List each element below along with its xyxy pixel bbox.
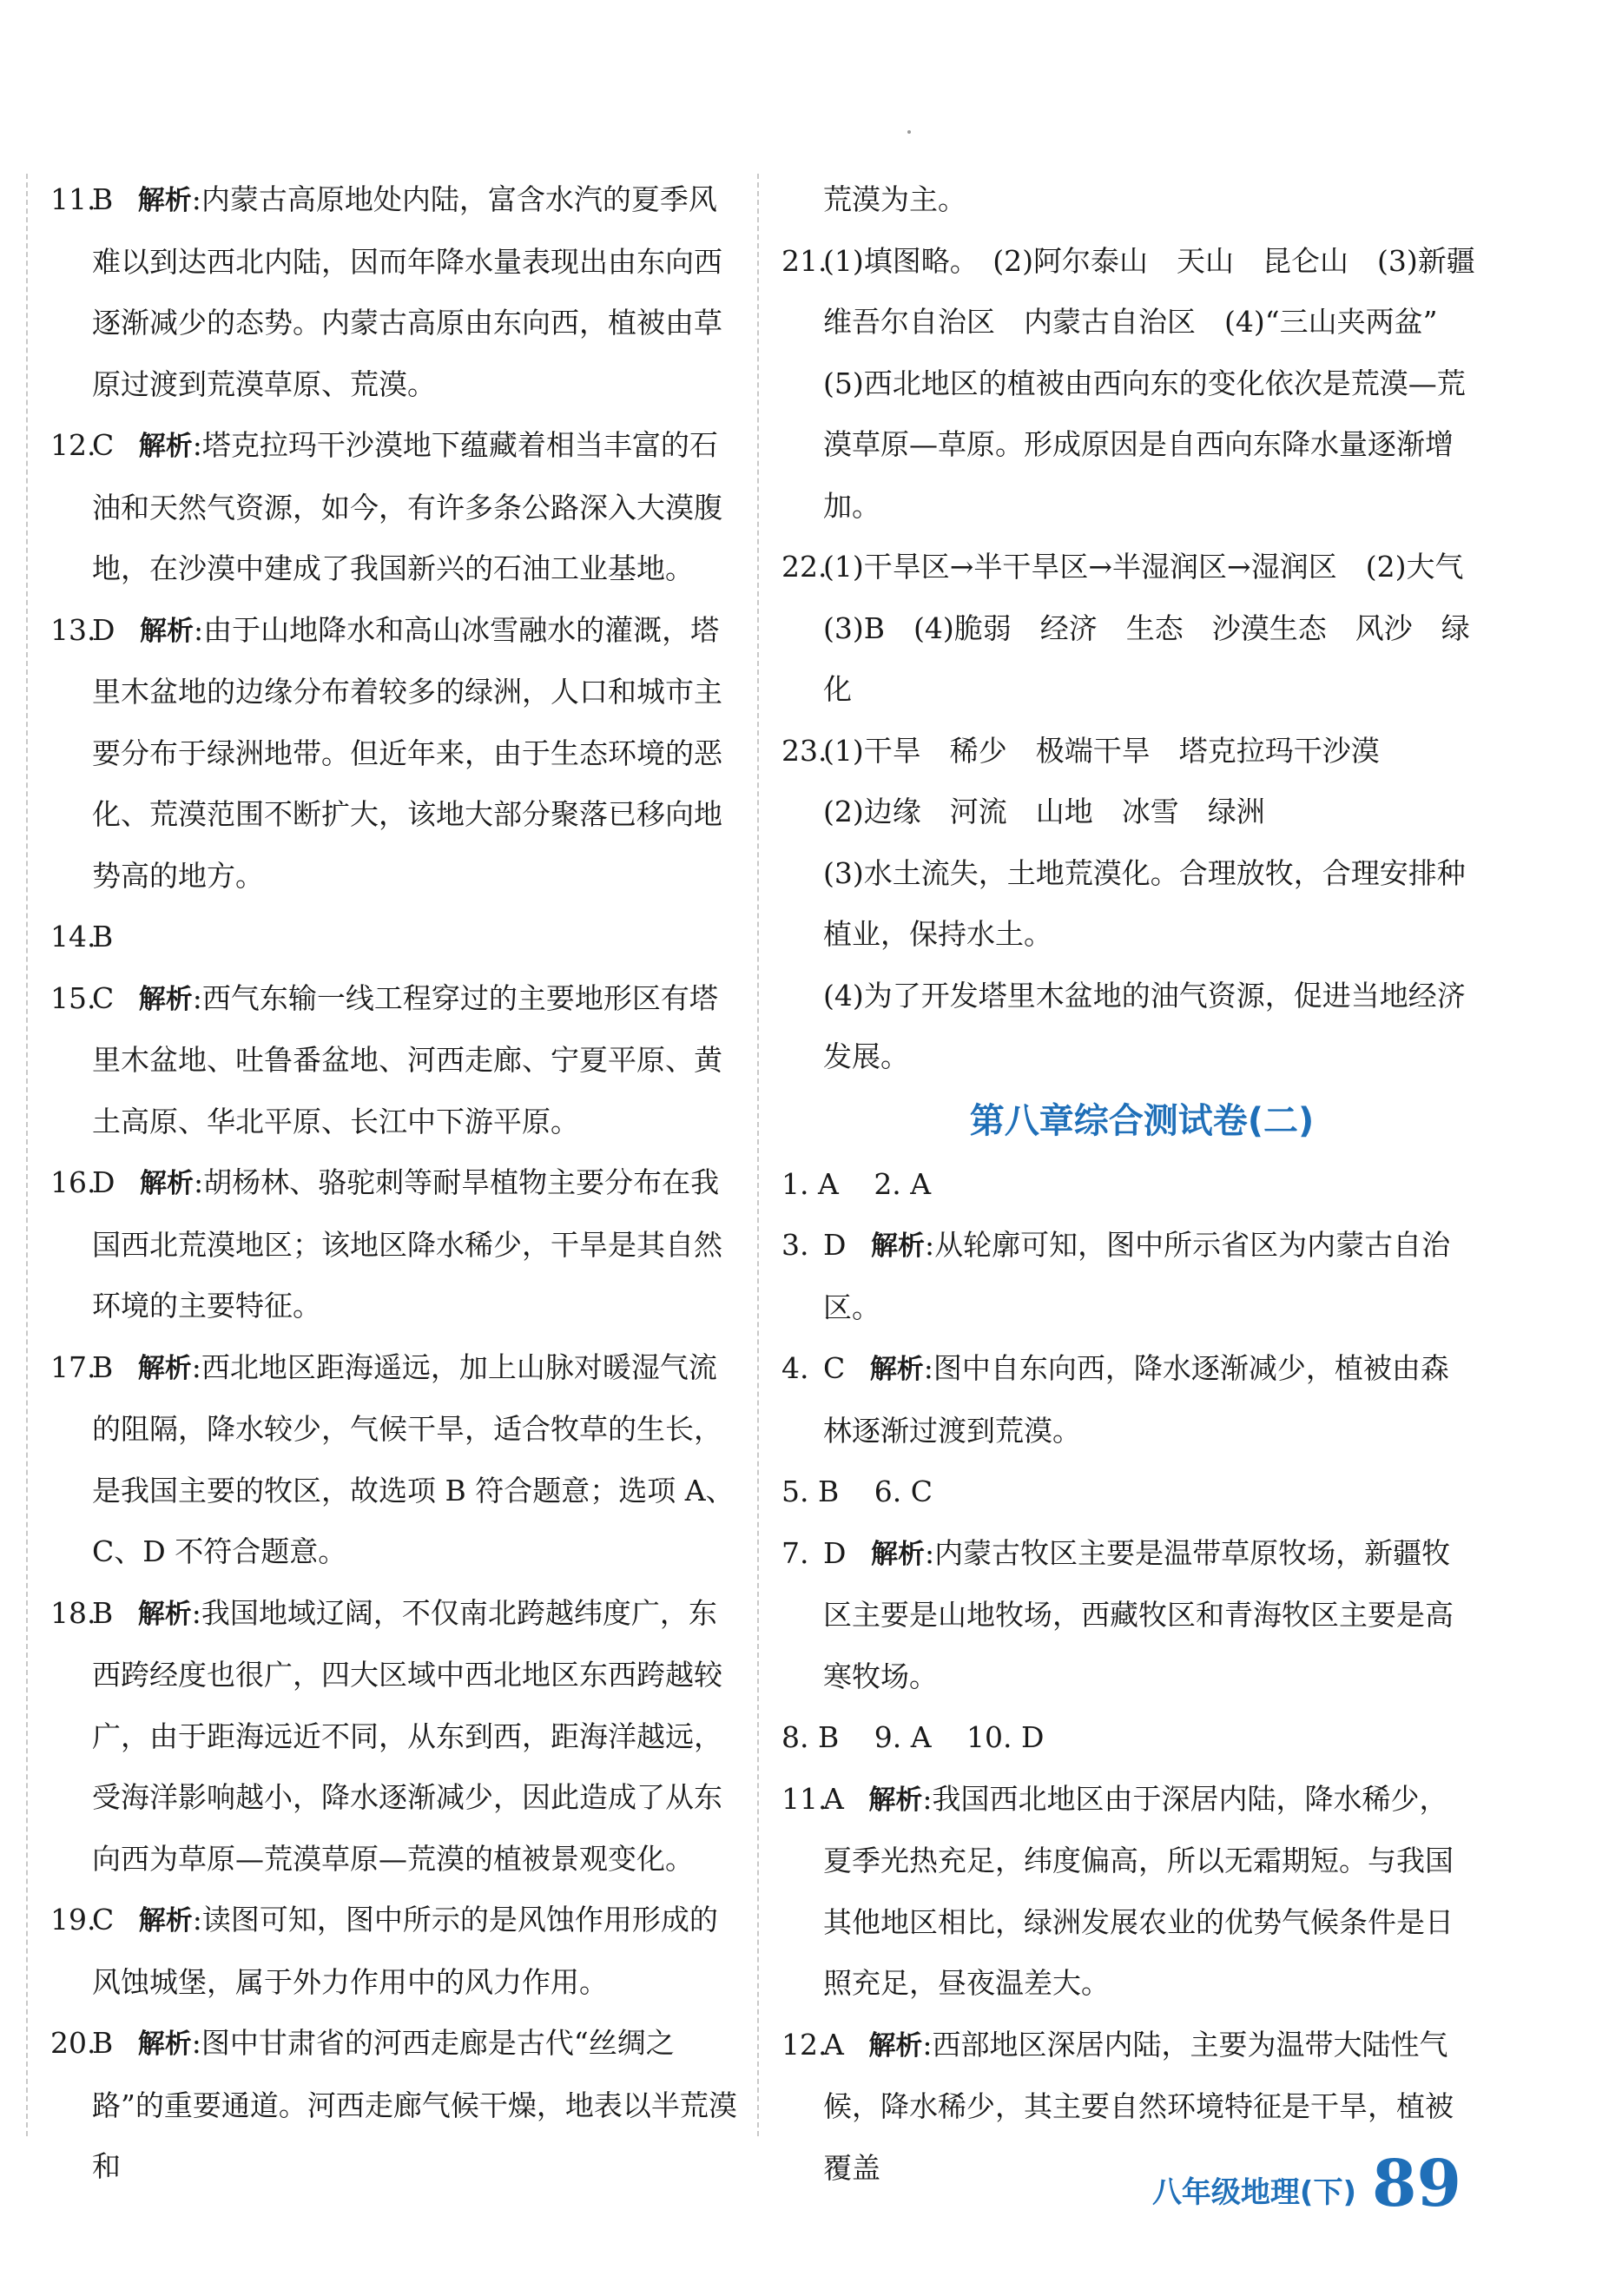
item-answer: D [92, 1165, 115, 1199]
item-answer: B [92, 1595, 114, 1630]
analysis-tag: 解析 [137, 1352, 192, 1384]
answer-item-15 [50, 968, 745, 1153]
analysis-text: :图中自东向西，降水逐渐减少，植被由森林逐渐过渡到荒漠。 [823, 1351, 1449, 1448]
answer-item-20 [50, 2013, 745, 2198]
analysis-tag: 解析 [870, 1538, 925, 1570]
short-answer: 10. D [966, 1720, 1045, 1754]
item-text: (1)干旱区→半干旱区→半湿润区→湿润区 (2)大气 (3)B (4)脆弱 经济 生态 沙漠生态 风沙 绿化 [823, 550, 1493, 706]
analysis-tag: 解析 [868, 1784, 923, 1816]
analysis-text: :读图可知，图中所示的是风蚀作用形成的风蚀城堡，属于外力作用中的风力作用。 [92, 1903, 718, 1999]
item-number: 23. [781, 733, 828, 768]
analysis-tag: 解析 [137, 1598, 192, 1630]
analysis-text: :西气东输一线工程穿过的主要地形区有塔里木盆地、吐鲁番盆地、河西走廊、宁夏平原、黄土高原、华北平原、长江中下游平原。 [92, 980, 722, 1138]
item-answer: C [92, 1903, 115, 1936]
item-answer: D [823, 1228, 847, 1262]
analysis-tag: 解析 [139, 615, 194, 647]
analysis-tag: 解析 [870, 1230, 925, 1262]
left-column [50, 169, 745, 2198]
continuation-text: 荒漠为主。 [823, 182, 966, 216]
item-number: 12. [781, 2027, 828, 2062]
analysis-text: :胡杨林、骆驼刺等耐旱植物主要分布在我国西北荒漠地区；该地区降水稀少，干旱是其自然环境的主要特征。 [92, 1165, 722, 1323]
short-answer: 2. A [874, 1166, 932, 1201]
item-number: 11. [50, 182, 96, 216]
item-answer: A [823, 2027, 844, 2062]
analysis-tag: 解析 [868, 2029, 923, 2062]
item-answer: C [92, 980, 115, 1015]
analysis-tag: 解析 [138, 1905, 193, 1936]
item-number: 21. [781, 243, 828, 278]
short-answer: 6. C [874, 1475, 933, 1508]
book-label: 八年级地理(下) [1151, 2175, 1357, 2210]
item-answer: C [92, 428, 115, 462]
item-number: 13. [50, 612, 96, 647]
item-answer: C [823, 1351, 846, 1385]
print-dot [907, 130, 911, 134]
short-answers-8-10 [781, 1707, 1476, 1769]
analysis-text: :从轮廓可知，图中所示省区为内蒙古自治区。 [823, 1228, 1451, 1324]
item-number: 17. [50, 1349, 96, 1384]
answer-item-18 [50, 1583, 745, 1890]
answer-item-17 [50, 1337, 745, 1583]
answer-item-16 [50, 1152, 745, 1337]
item-part: (4)为了开发塔里木盆地的油气资源，促进当地经济发展。 [823, 978, 1466, 1073]
analysis-text: :图中甘肃省的河西走廊是古代“丝绸之路”的重要通道。河西走廊气候干燥，地表以半荒漠和 [92, 2026, 737, 2183]
item-number: 22. [781, 550, 828, 584]
item-part: (1)干旱 稀少 极端干旱 塔克拉玛干沙漠 [823, 733, 1380, 768]
item-answer: A [823, 1781, 844, 1816]
answer-item-11 [50, 169, 745, 415]
answer-item-11b [781, 1769, 1476, 2015]
item-number: 4. [781, 1351, 809, 1385]
answer-item-21 [781, 231, 1476, 538]
analysis-tag: 解析 [139, 1168, 194, 1199]
item-answer: D [92, 612, 115, 647]
item-number: 19. [50, 1903, 96, 1936]
item-answer: D [823, 1535, 847, 1570]
answer-item-13 [50, 600, 745, 907]
item-number: 14. [50, 920, 96, 953]
item-number: 20. [50, 2026, 96, 2060]
analysis-tag: 解析 [137, 185, 192, 216]
item-number: 11. [781, 1781, 828, 1816]
short-answer: 9. A [874, 1720, 932, 1754]
answer-item-4 [781, 1338, 1476, 1461]
short-answers-1-2 [781, 1154, 1476, 1216]
item-number: 7. [781, 1535, 809, 1570]
answer-item-7 [781, 1523, 1476, 1708]
section-title: 第八章综合测试卷(二) [969, 1100, 1315, 1141]
short-answer: 8. B [781, 1720, 840, 1754]
item-number: 3. [781, 1228, 809, 1262]
answer-item-12 [50, 415, 745, 600]
analysis-tag: 解析 [138, 431, 193, 462]
item-text: (1)填图略。 (2)阿尔泰山 天山 昆仑山 (3)新疆维吾尔自治区 内蒙古自治区 (4)“三山夹两盆” (5)西北地区的植被由西向东的变化依次是荒漠—荒漠草原—草原。形成原因是自西向东降水量逐渐增加。 [823, 243, 1475, 523]
analysis-text: :我国地域辽阔，不仅南北跨越纬度广，东西跨经度也很广，四大区域中西北地区东西跨越较广，由于距海远近不同，从东到西，距海洋越远，受海洋影响越小，降水逐渐减少，因此造成了从东向西为草原—荒漠草原—荒漠的植被景观变化。 [92, 1595, 722, 1876]
analysis-tag: 解析 [137, 2029, 192, 2060]
item-number: 12. [50, 428, 96, 462]
analysis-text: :内蒙古牧区主要是温带草原牧场，新疆牧区主要是山地牧场，西藏牧区和青海牧区主要是高寒牧场。 [823, 1535, 1454, 1693]
item-answer: B [92, 182, 114, 216]
answer-item-23 [781, 721, 1476, 1088]
analysis-text: :我国西北地区由于深居内陆，降水稀少，夏季光热充足，纬度偏高，所以无霜期短。与我国其他地区相比，绿洲发展农业的优势气候条件是日照充足，昼夜温差大。 [823, 1781, 1454, 2000]
item-number: 18. [50, 1595, 96, 1630]
short-answer: 5. B [781, 1475, 840, 1508]
item-answer: B [92, 2026, 114, 2060]
answer-item-19 [50, 1890, 745, 2013]
analysis-text: :西北地区距海遥远，加上山脉对暖湿气流的阻隔，降水较少，气候干旱，适合牧草的生长，是我国主要的牧区，故选项 B 符合题意；选项 A、C、D 不符合题意。 [92, 1349, 735, 1568]
right-column [781, 169, 1493, 2199]
item-part: (2)边缘 河流 山地 冰雪 绿洲 [823, 795, 1265, 828]
analysis-text: :西部地区深居内陆，主要为温带大陆性气候，降水稀少，其主要自然环境特征是干旱，植被覆盖 [823, 2027, 1454, 2185]
short-answers-5-6 [781, 1461, 1476, 1523]
analysis-text: :塔克拉玛干沙漠地下蕴藏着相当丰富的石油和天然气资源，如今，有许多条公路深入大漠腹地，在沙漠中建成了我国新兴的石油工业基地。 [92, 428, 722, 585]
item-number: 15. [50, 980, 96, 1015]
page-number: 89 [1372, 2147, 1461, 2221]
answer-item-3 [781, 1215, 1476, 1338]
analysis-tag: 解析 [869, 1354, 924, 1385]
short-answer: 1. A [781, 1166, 839, 1201]
item-part: (3)水土流失，土地荒漠化。合理放牧，合理安排种植业，保持水土。 [823, 855, 1466, 951]
answer-item-14 [50, 907, 745, 968]
analysis-text: :内蒙古高原地处内陆，富含水汽的夏季风难以到达西北内陆，因而年降水量表现出由东向西逐渐减少的态势。内蒙古高原由东向西，植被由草原过渡到荒漠草原、荒漠。 [92, 182, 722, 401]
analysis-text: :由于山地降水和高山冰雪融水的灌溉，塔里木盆地的边缘分布着较多的绿洲，人口和城市主要分布于绿洲地带。但近年来，由于生态环境的恶化、荒漠范围不断扩大，该地大部分聚落已移向地势高的地方。 [92, 612, 722, 893]
item-answer: B [92, 920, 114, 953]
page-footer [1151, 2147, 1461, 2221]
column-divider [757, 174, 759, 2136]
answer-item-22 [781, 537, 1493, 721]
item-answer: B [92, 1349, 114, 1384]
item-number: 16. [50, 1165, 96, 1199]
left-binding-line [26, 174, 28, 2136]
analysis-tag: 解析 [138, 983, 193, 1015]
